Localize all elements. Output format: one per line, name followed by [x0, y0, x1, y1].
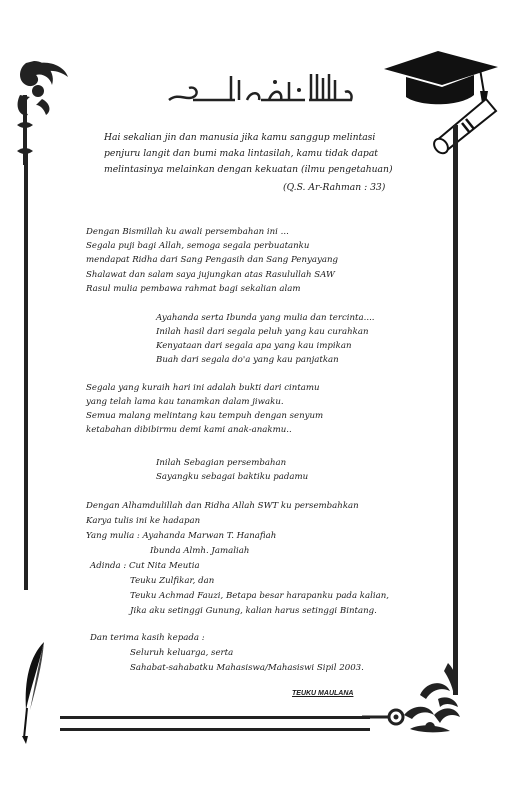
proof-line-2: yang telah lama kau tanamkan dalam jiwaku.: [86, 397, 284, 407]
verse-line-1: Hai sekalian jin dan manusia jika kamu sanggup melintasi: [104, 132, 376, 143]
opening-line-1: Dengan Bismillah ku awali persembahan ini ...: [86, 227, 289, 237]
offering-line-1: Inilah Sebagian persembahan: [156, 458, 287, 468]
dedication-yang-mulia: Yang mulia : Ayahanda Marwan T. Hanafiah: [86, 531, 277, 541]
basmalah-calligraphy-icon: [165, 70, 355, 108]
parents-line-2: Inilah hasil dari segala peluh yang kau curahkan: [156, 327, 369, 337]
dedication-sibling-3: Jika aku setinggi Gunung, kalian harus setinggi Bintang.: [130, 606, 377, 616]
opening-line-5: Rasul mulia pembawa rahmat bagi sekalian alam: [86, 284, 301, 294]
dedication-intro-1: Dengan Alhamdulillah dan Ridha Allah SWT ku persembahkan: [86, 501, 359, 511]
thanks-line-1: Seluruh keluarga, serta: [130, 648, 234, 658]
opening-line-2: Segala puji bagi Allah, semoga segala perbuatanku: [86, 241, 310, 251]
corner-ornament-icon: [360, 655, 468, 735]
dedication-intro-2: Karya tulis ini ke hadapan: [86, 516, 201, 526]
parents-line-4: Buah dari segala do'a yang kau panjatkan: [156, 355, 339, 365]
opening-line-3: mendapat Ridha dari Sang Pengasih dan Sang Penyayang: [86, 255, 339, 265]
proof-line-1: Segala yang kuraih hari ini adalah bukti dari cintamu: [86, 383, 320, 393]
left-border-bar: [24, 150, 28, 590]
offering-line-2: Sayangku sebagai baktiku padamu: [156, 472, 309, 482]
right-border-bar: [453, 125, 458, 695]
parents-line-1: Ayahanda serta Ibunda yang mulia dan tercinta....: [156, 313, 375, 323]
proof-line-4: ketabahan dibibirmu demi kami anak-anakmu..: [86, 425, 292, 435]
verse-line-3: melintasinya melainkan dengan kekuatan (ilmu pengetahuan): [104, 164, 393, 175]
author-signature: TEUKU MAULANA: [292, 690, 354, 697]
thanks-intro: Dan terima kasih kepada :: [90, 633, 205, 643]
graduation-cap-icon: [380, 45, 502, 155]
dedication-adinda: Adinda : Cut Nita Meutia: [90, 561, 200, 571]
parents-line-3: Kenyataan dari segala apa yang kau impikan: [156, 341, 352, 351]
dedication-ibunda: Ibunda Almh. Jamaliah: [150, 546, 250, 556]
verse-line-2: penjuru langit dan bumi maka lintasilah, kamu tidak dapat: [104, 148, 378, 159]
proof-line-3: Semua malang melintang kau tempuh dengan senyum: [86, 411, 324, 421]
verse-citation: (Q.S. Ar-Rahman : 33): [283, 182, 386, 193]
bottom-border-rule: [60, 716, 370, 731]
quill-pen-icon: [20, 640, 48, 745]
diploma-scroll-icon: [431, 99, 496, 155]
dedication-sibling-2: Teuku Achmad Fauzi, Betapa besar harapanku pada kalian,: [130, 591, 390, 601]
corner-ornament-icon: [12, 55, 72, 165]
opening-line-4: Shalawat dan salam saya jujungkan atas Rasulullah SAW: [86, 270, 335, 280]
thanks-line-2: Sahabat-sahabatku Mahasiswa/Mahasiswi Sipil 2003.: [130, 663, 364, 673]
dedication-sibling-1: Teuku Zulfikar, dan: [130, 576, 215, 586]
